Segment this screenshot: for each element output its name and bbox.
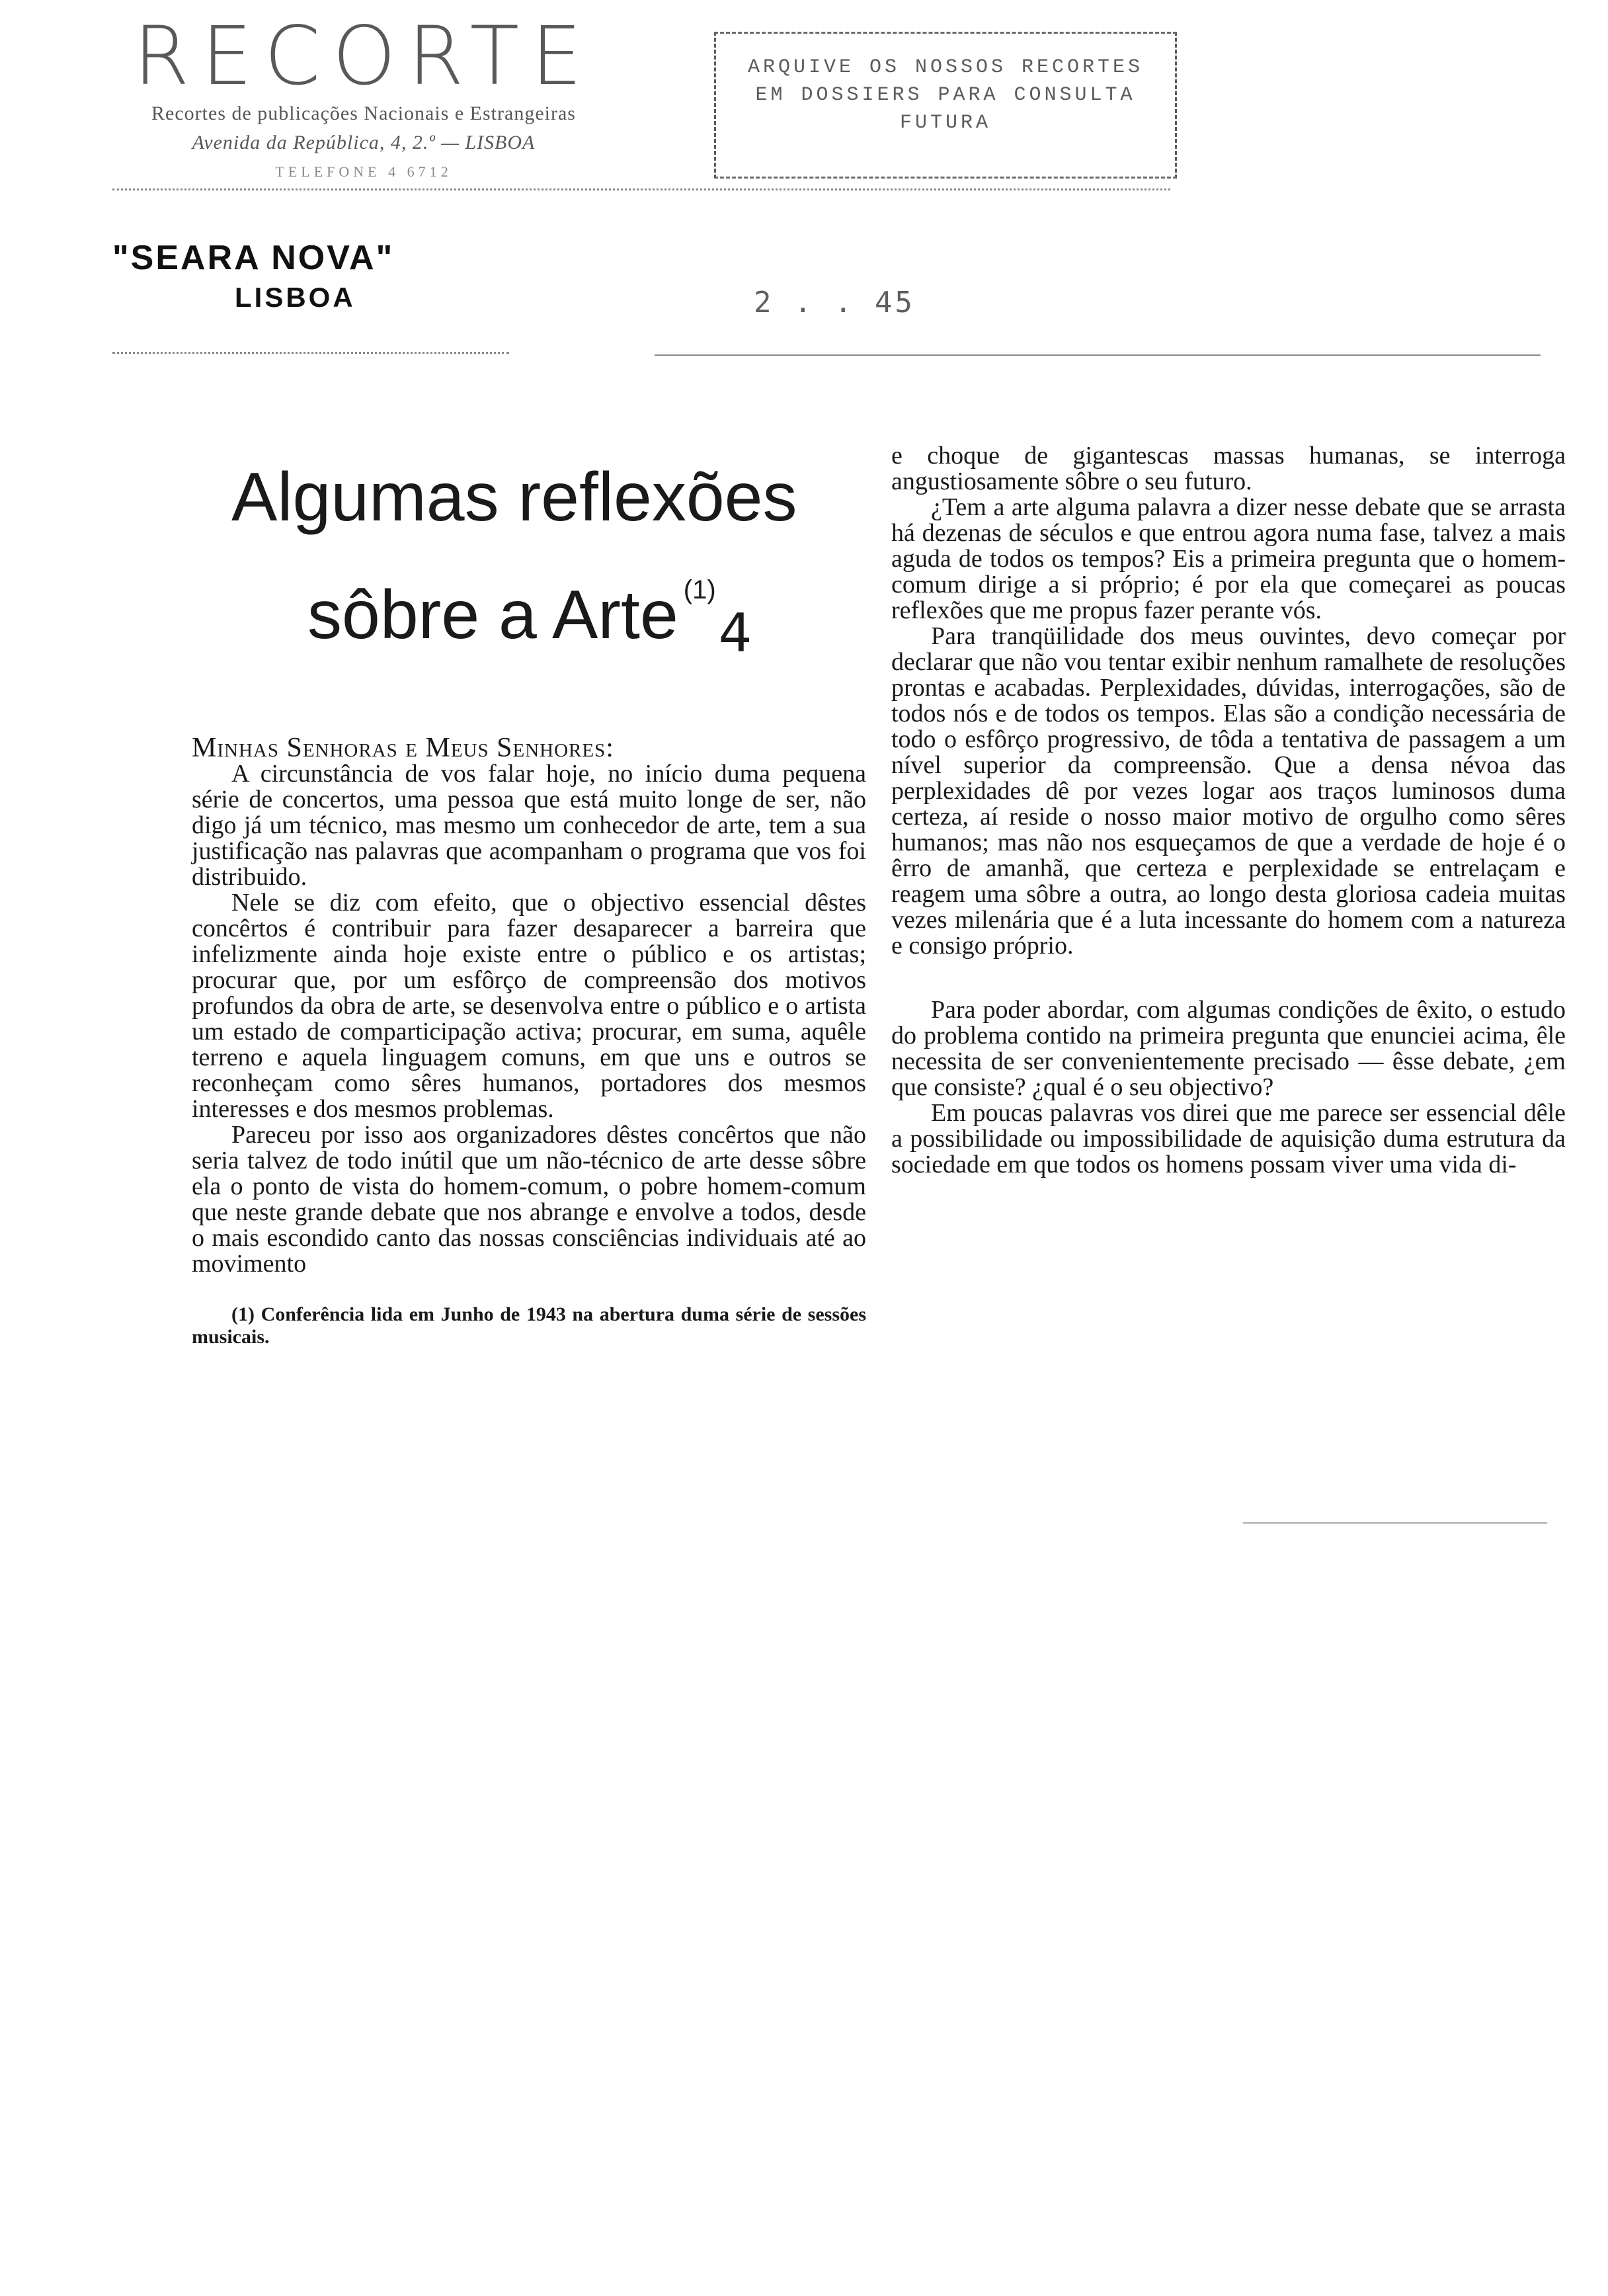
right-column [891, 443, 1566, 1178]
footnote: (1) Conferência lida em Junho de 1943 na abertura duma série de sessões musicais. [192, 1303, 866, 1348]
date-stamp: 2 . . 45 [754, 286, 915, 319]
footnote-marker: (1) [683, 575, 716, 604]
end-divider [1243, 1522, 1547, 1524]
archive-notice-box: ARQUIVE OS NOSSOS RECORTES EM DOSSIERS PARA CONSULTA FUTURA [714, 32, 1177, 179]
divider-right [655, 354, 1541, 356]
clipping-agency-stamp [99, 9, 628, 186]
paragraph: e choque de gigantescas massas humanas, se interroga angustiosamente sôbre o seu futuro. [891, 442, 1566, 495]
title-line-2 [307, 544, 866, 680]
agency-address: Avenida da República, 4, 2.º — LISBOA [192, 132, 536, 153]
publication-city: LISBOA [235, 282, 356, 313]
divider-left [112, 352, 509, 354]
paragraph: Em poucas palavras vos direi que me parece ser essencial dêle a possibilidade ou impossibilidade de aquisição duma estrutura da sociedade em que todos os homens possam viver uma vida di- [891, 1099, 1566, 1178]
paragraph: Para poder abordar, com algumas condições de êxito, o estudo do problema contido na primeira pregunta que enunciei acima, êle necessita de ser convenientemente precisado — êsse debate, ¿em que consiste? ¿qual é o seu objectivo? [891, 996, 1566, 1101]
title-line-1: Algumas reflexões [231, 459, 797, 536]
agency-logo: RECORTE [133, 9, 594, 103]
article-title [205, 451, 866, 680]
paragraph: A circunstância de vos falar hoje, no início duma pequena série de concertos, uma pessoa que está muito longe de ser, não digo já um técnico, mas mesmo um conhecedor de arte, tem a sua justificação nas palavras que acompanham o programa que vos foi distribuido. [192, 760, 866, 891]
publication-name: "SEARA NOVA" [112, 239, 395, 277]
agency-service-line: Recortes de publicações Nacionais e Estrangeiras [151, 102, 576, 124]
handwritten-mark: 4 [718, 602, 752, 664]
paragraph: Para tranqüilidade dos meus ouvintes, devo começar por declarar que não vou tentar exibir nenhum ramalhete de resoluções prontas e acabadas. Perplexidades, dúvidas, interrogações, são de todos nós e de todos os tempos. Elas são a condição necessária de todo o esfôrço progressivo, de tôda a tentativa de passagem a um nível superior da compreensão. Que a densa névoa das perplexidades dê por vezes logar aos traços luminosos duma certeza, aí reside o nosso maior motivo de orgulho como sêres humanos; mas não nos esqueçamos de que a verdade de hoje é o êrro de amanhã, que certeza e perplexidade se entrelaçam e reagem uma sôbre a outra, ao longo desta gloriosa cadeia muitas vezes milenária que é a luta incessante do homem com a natureza e consigo próprio. [891, 622, 1566, 960]
title-line-2-text: sôbre a Arte [307, 577, 678, 653]
paragraph: Nele se diz com efeito, que o objectivo essencial dêstes concêrtos é contribuir para fazer desaparecer a barreira que infelizmente ainda hoje existe entre o público e os artistas; procurar que, por um esfôrço de compreensão dos motivos profundos da obra de arte, se desenvolva entre o público e o artista um estado de comparticipação activa; procurar, em suma, aquêle terreno e aquela linguagem comuns, em que uns e outros se reconheçam como sêres humanos, portadores dos mesmos interesses e dos mesmos problemas. [192, 889, 866, 1123]
header-divider [112, 188, 1170, 190]
agency-phone: TELEFONE 4 6712 [275, 163, 452, 180]
paragraph: ¿Tem a arte alguma palavra a dizer nesse debate que se arrasta há dezenas de séculos e que entrou agora numa fase, talvez a mais aguda de todos os tempos? Eis a primeira pregunta que o homem-comum dirige a si próprio; é por ela que começarei as poucas reflexões que me propus fazer perante vós. [891, 493, 1566, 624]
salutation: Minhas Senhoras e Meus Senhores: [192, 733, 614, 763]
paragraph: Pareceu por isso aos organizadores dêstes concêrtos que não seria talvez de todo inútil que um não-técnico de arte desse sôbre ela o ponto de vista do homem-comum, o pobre homem-comum que neste grande debate que nos abrange e envolve a todos, desde o mais escondido canto das nossas consciências individuais até ao movimento [192, 1121, 866, 1278]
left-column [192, 735, 866, 1348]
